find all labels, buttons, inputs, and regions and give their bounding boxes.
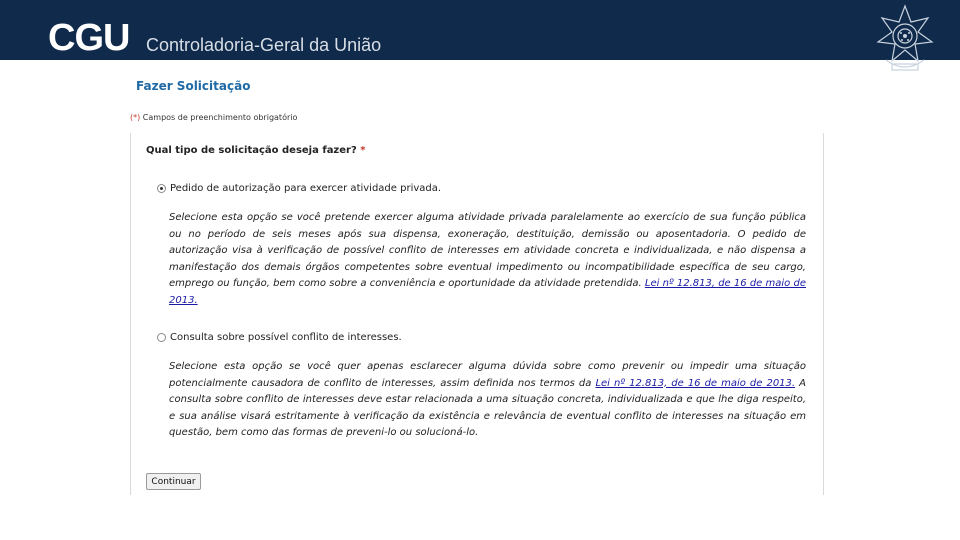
page-title: Fazer Solicitação [136, 79, 251, 93]
option-authorization-description [169, 210, 806, 309]
option-consultation[interactable] [157, 332, 402, 343]
law-link-consultation[interactable]: Lei nº 12.813, de 16 de maio de 2013. [595, 377, 796, 389]
header-bar [0, 0, 960, 60]
org-name: Controladoria-Geral da União [146, 35, 382, 55]
continue-button[interactable]: Continuar [146, 473, 201, 490]
radio-consultation[interactable] [157, 333, 166, 342]
authorization-description-text: Selecione esta opção se você pretende exercer alguma atividade privada paralelamente ao exercício de sua função pública ou no período de seis meses após sua dispensa, exoneração, destituição, demissão ou aposentadoria. O pedido de autorização visa à verificação de possível conflito de interesses em atividade concreta e individualizada, e não dispensa a manifestação dos demais órgãos competentes sobre eventual impedimento ou incompatibilidade específica de seu cargo, emprego ou função, bem como sobre a conveniência e oportunidade da atividade pretendida. [169, 212, 806, 289]
question-required-asterisk: * [360, 145, 366, 156]
question-text: Qual tipo de solicitação deseja fazer? [146, 145, 357, 156]
option-authorization-label[interactable]: Pedido de autorização para exercer atividade privada. [170, 183, 442, 194]
consultation-description-after: A consulta sobre conflito de interesses deve estar relacionada a uma situação concreta, individualizada e que lhe diga respeito, e sua análise visará estritamente à verificação da existência e relevância de eventual conflito de interesses na situação em questão, bem como das formas de preveni-lo ou solucioná-lo. [169, 377, 806, 438]
question-label [146, 145, 366, 156]
cgu-logo: CGU [48, 17, 130, 59]
option-consultation-description [169, 359, 806, 442]
radio-authorization[interactable] [157, 184, 166, 193]
coat-of-arms-icon [874, 4, 936, 74]
option-consultation-label[interactable]: Consulta sobre possível conflito de interesses. [170, 332, 402, 343]
option-authorization[interactable] [157, 183, 441, 194]
law-link-authorization[interactable]: Lei nº 12.813, de 16 de maio de 2013. [169, 278, 806, 306]
required-asterisk: (*) [130, 113, 141, 122]
required-fields-note [130, 113, 297, 122]
required-note-text: Campos de preenchimento obrigatório [142, 113, 298, 122]
consultation-description-before: Selecione esta opção se você quer apenas esclarecer alguma dúvida sobre como prevenir ou impedir uma situação potencialmente causadora de conflito de interesses, assim definida nos termos da [169, 361, 806, 389]
